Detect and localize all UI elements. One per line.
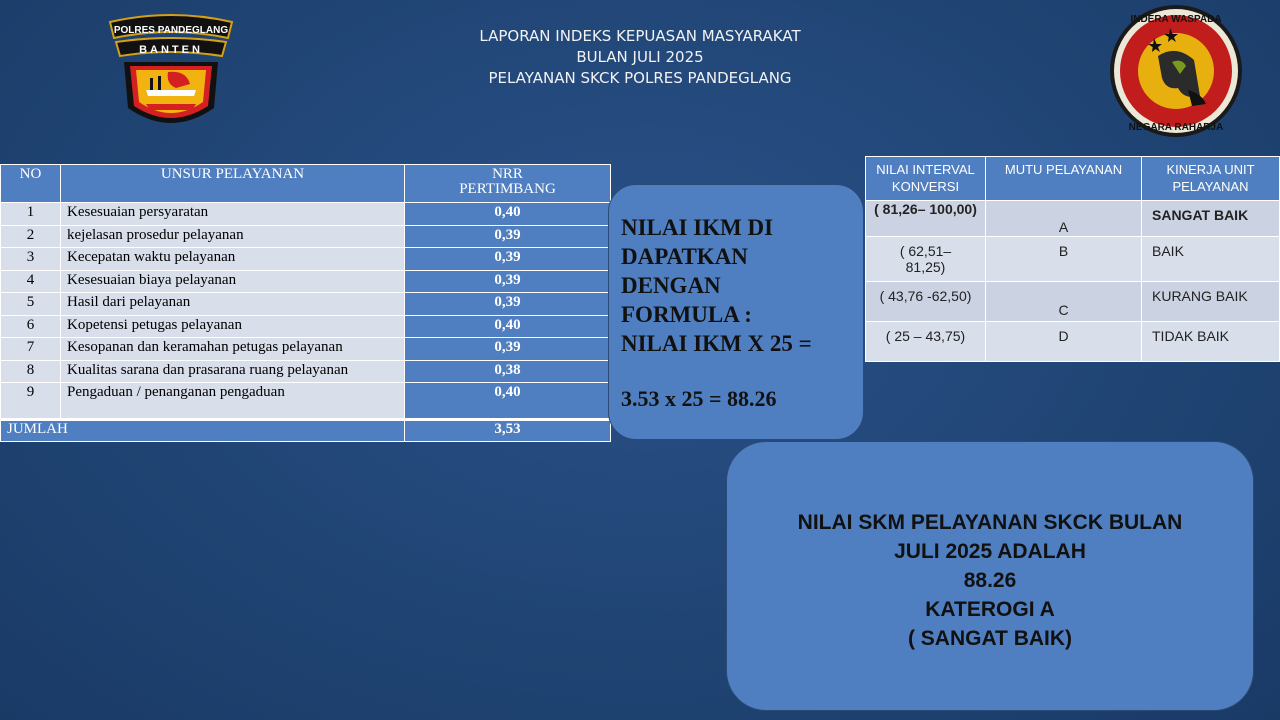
row-number: 6 — [1, 315, 61, 338]
report-title — [340, 26, 940, 89]
result-box — [726, 441, 1254, 711]
logo-top-text: POLRES PANDEGLANG — [113, 25, 229, 36]
row-number: 4 — [1, 270, 61, 293]
column-header-kinerja — [1142, 157, 1280, 201]
table-row — [1, 248, 611, 271]
row-interval: ( 25 – 43,75) — [866, 322, 986, 362]
indera-waspada-logo — [1106, 4, 1246, 138]
column-header-unsur: UNSUR PELAYANAN — [61, 165, 405, 203]
column-header-nrr — [405, 165, 611, 203]
interval-header-line-1: NILAI INTERVAL — [876, 162, 975, 177]
service-elements-table — [0, 164, 611, 442]
row-unsur: Kesesuaian persyaratan — [61, 203, 405, 226]
table-header-row — [1, 165, 611, 203]
row-nrr: 0,40 — [405, 203, 611, 226]
row-number: 5 — [1, 293, 61, 316]
logo-bottom-text: NEGARA RAHARJA — [1128, 122, 1224, 133]
table-row — [1, 203, 611, 226]
table-row — [1, 293, 611, 316]
row-interval: ( 43,76 -62,50) — [866, 282, 986, 322]
row-nrr: 0,40 — [405, 315, 611, 338]
row-interval-line-1: ( 62,51– — [899, 243, 952, 259]
formula-result: 3.53 x 25 = 88.26 — [621, 386, 777, 411]
total-label: JUMLAH — [1, 420, 405, 442]
row-number: 2 — [1, 225, 61, 248]
row-mutu: C — [986, 282, 1142, 322]
row-unsur: Kopetensi petugas pelayanan — [61, 315, 405, 338]
nrr-header-line-2: PERTIMBANG — [459, 181, 556, 197]
nrr-header-line-1: NRR — [492, 166, 523, 182]
row-interval-line-2: 81,25) — [905, 259, 946, 275]
row-mutu: A — [986, 201, 1142, 237]
row-interval: ( 81,26– 100,00) — [866, 201, 986, 237]
column-header-interval — [866, 157, 986, 201]
row-nrr: 0,39 — [405, 225, 611, 248]
row-mutu: D — [986, 322, 1142, 362]
polres-pandeglang-logo — [106, 12, 236, 138]
row-nrr: 0,39 — [405, 338, 611, 361]
table-row — [1, 225, 611, 248]
table-row — [1, 383, 611, 420]
row-number: 8 — [1, 360, 61, 383]
title-line-1: LAPORAN INDEKS KEPUASAN MASYARAKAT — [479, 27, 801, 45]
formula-box — [608, 184, 864, 440]
row-nrr: 0,39 — [405, 293, 611, 316]
row-nrr: 0,38 — [405, 360, 611, 383]
table-row — [1, 360, 611, 383]
row-unsur: Kecepatan waktu pelayanan — [61, 248, 405, 271]
table-row — [866, 282, 1280, 322]
row-kinerja: TIDAK BAIK — [1142, 322, 1280, 362]
formula-line-5: NILAI IKM X 25 = — [621, 331, 812, 356]
row-mutu: B — [986, 237, 1142, 282]
title-line-3: PELAYANAN SKCK POLRES PANDEGLANG — [488, 69, 792, 87]
row-nrr: 0,40 — [405, 383, 611, 420]
table-row — [1, 270, 611, 293]
row-number: 9 — [1, 383, 61, 420]
conversion-interval-table — [865, 156, 1280, 362]
table-row — [866, 201, 1280, 237]
result-line-1: NILAI SKM PELAYANAN SKCK BULAN — [797, 511, 1183, 534]
formula-line-2: DAPATKAN — [621, 244, 748, 269]
total-value: 3,53 — [405, 420, 611, 442]
table-row — [1, 338, 611, 361]
row-number: 3 — [1, 248, 61, 271]
kinerja-header-line-1: KINERJA UNIT — [1166, 162, 1255, 177]
row-unsur: Kualitas sarana dan prasarana ruang pelayanan — [61, 360, 405, 383]
row-number: 1 — [1, 203, 61, 226]
formula-line-3: DENGAN — [621, 273, 721, 298]
row-unsur: Pengaduan / penanganan pengaduan — [61, 383, 405, 420]
row-kinerja: SANGAT BAIK — [1142, 201, 1280, 237]
row-unsur: Kesopanan dan keramahan petugas pelayanan — [61, 338, 405, 361]
result-category: KATEROGI A — [925, 598, 1055, 621]
table-row — [1, 315, 611, 338]
column-header-mutu: MUTU PELAYANAN — [986, 157, 1142, 201]
total-row — [1, 420, 611, 442]
table-row — [866, 322, 1280, 362]
table-header-row — [866, 157, 1280, 201]
row-unsur: Hasil dari pelayanan — [61, 293, 405, 316]
interval-header-line-2: KONVERSI — [891, 179, 960, 194]
title-line-2: BULAN JULI 2025 — [576, 48, 704, 66]
row-unsur: Kesesuaian biaya pelayanan — [61, 270, 405, 293]
row-nrr: 0,39 — [405, 248, 611, 271]
table-row — [866, 237, 1280, 282]
formula-line-4: FORMULA : — [621, 302, 752, 327]
row-kinerja: KURANG BAIK — [1142, 282, 1280, 322]
column-header-no: NO — [1, 165, 61, 203]
logo-top-text: INDERA WASPADA — [1130, 14, 1222, 25]
kinerja-header-line-2: PELAYANAN — [1172, 179, 1249, 194]
row-unsur: kejelasan prosedur pelayanan — [61, 225, 405, 248]
row-number: 7 — [1, 338, 61, 361]
row-nrr: 0,39 — [405, 270, 611, 293]
result-description: ( SANGAT BAIK) — [907, 627, 1073, 650]
result-line-2: JULI 2025 ADALAH — [894, 540, 1086, 563]
row-interval — [866, 237, 986, 282]
row-kinerja: BAIK — [1142, 237, 1280, 282]
formula-line-1: NILAI IKM DI — [621, 215, 774, 240]
result-score: 88.26 — [963, 569, 1017, 592]
logo-banner-text: BANTEN — [139, 44, 203, 56]
